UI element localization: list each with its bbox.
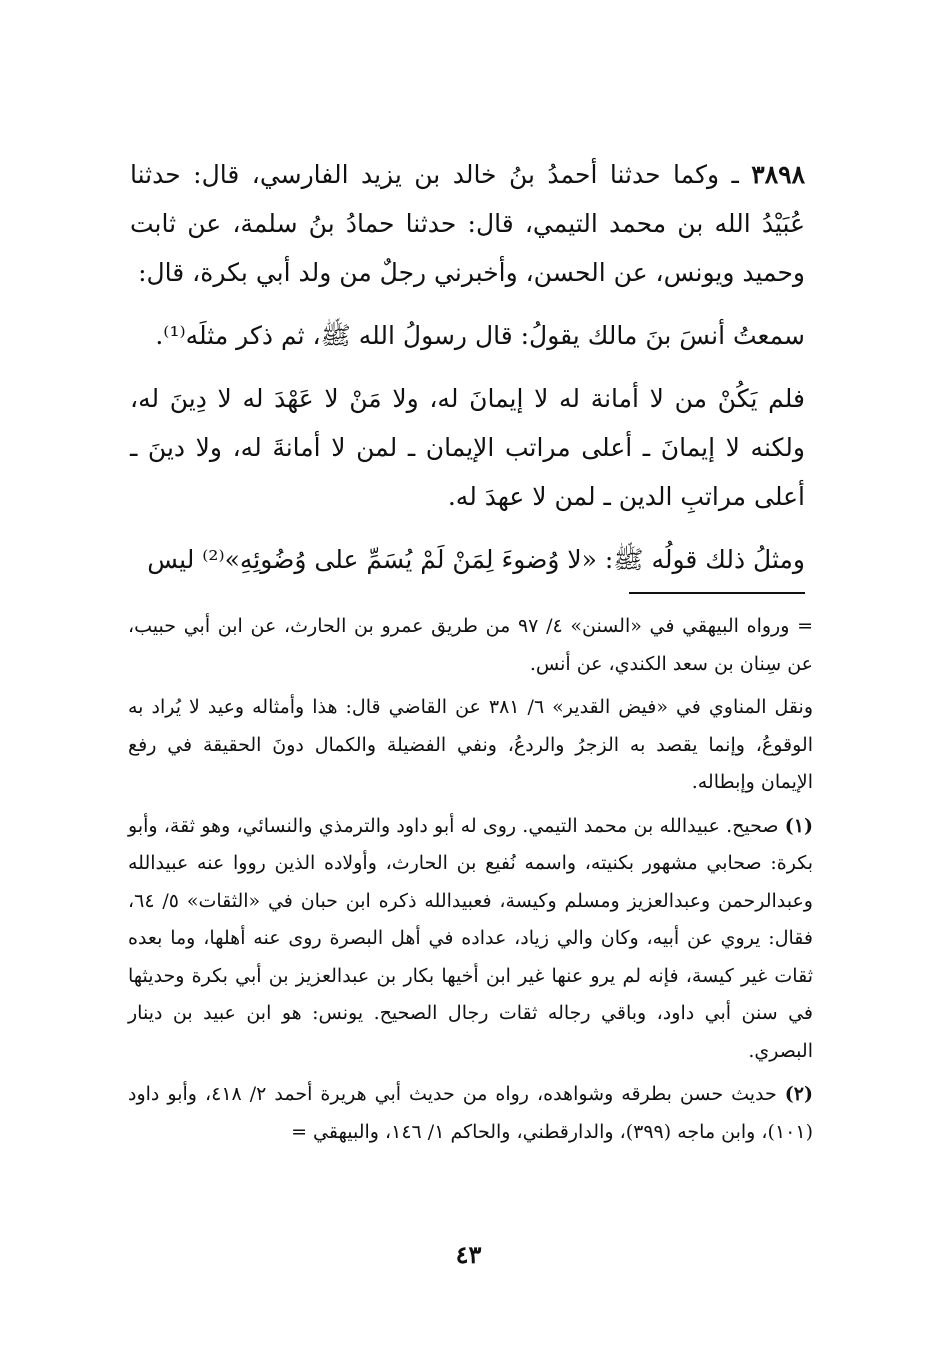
footnote-continuation <box>128 689 813 802</box>
footnote-text: ونقل المناوي في «فيض القدير» ٦/ ٣٨١ عن القاضي قال: هذا وأمثاله وعيد لا يُراد به الوقوعُ، وإنما يقصد به الزجرُ والردعُ، ونفي الفضيلة والكمال دونَ الحقيقة في رفع الإيمان وإبطاله. <box>128 696 813 793</box>
footnote-text: = ورواه البيهقي في «السنن» ٤/ ٩٧ من طريق عمرو بن الحارث، عن ابن أبي حبيب، عن سِنان بن سعد الكندي، عن أنس. <box>128 615 813 675</box>
paragraph-text: ومثلُ ذلك قولُه ﷺ: «لا وُضوءَ لِمَنْ لَمْ يُسَمِّ على وُضُوئِهِ»⁽²⁾ ليس <box>147 545 805 574</box>
paragraph-text: سمعتُ أنسَ بنَ مالك يقولُ: قال رسولُ الله ﷺ، ثم ذكر مثلَه⁽¹⁾. <box>155 321 805 350</box>
footnote-divider <box>629 592 805 594</box>
main-text <box>130 150 805 598</box>
paragraph-amana <box>130 374 805 521</box>
footnote-number: (١) <box>784 814 813 837</box>
footnote-number: (٢) <box>784 1083 813 1105</box>
paragraph-text: ـ وكما حدثنا أحمدُ بنُ خالد بن يزيد الفارسي، قال: حدثنا عُبَيْدُ الله بن محمد التيمي، قال: حدثنا حمادُ بنُ سلمة، عن ثابت وحميد ويونس، عن الحسن، وأخبرني رجلٌ من ولد أبي بكرة، قال: <box>130 160 805 287</box>
footnote-1 <box>128 808 813 1071</box>
footnote-2 <box>128 1076 813 1151</box>
paragraph-anas <box>130 311 805 360</box>
hadith-number: ٣٨٩٨ <box>751 160 805 189</box>
footnote-continuation <box>128 608 813 683</box>
footnote-text: حديث حسن بطرقه وشواهده، رواه من حديث أبي هريرة أحمد ٢/ ٤١٨، وأبو داود (١٠١)، وابن ماجه (٣٩٩)، والدارقطني، والحاكم ١/ ١٤٦، والبيهقي = <box>128 1083 813 1143</box>
paragraph-wudu <box>130 535 805 584</box>
footnote-text: صحيح. عبيدالله بن محمد التيمي. روى له أبو داود والترمذي والنسائي، وهو ثقة، وأبو بكرة: صحابي مشهور بكنيته، واسمه نُفيع بن الحارث، وأولاده الذين رووا عنه عبيدالله وعبدالرحمن وعبدالعزيز ومسلم وكيسة، فعبيدالله ذكره ابن حبان في «الثقات» ٥/ ٦٤، فقال: يروي عن أبيه، وكان والي زياد، عداده في أهل البصرة روى عنه أهلها، وما بعده ثقات غير كيسة، فإنه لم يرو عنها غير ابن أخيها بكار بن عبدالعزيز بن أبي بكرة وحديثها في سنن أبي داود، وباقي رجاله ثقات رجال الصحيح. يونس: هو ابن عبيد بن دينار البصري. <box>128 814 813 1062</box>
paragraph-text: فلم يَكُنْ من لا أمانة له لا إيمانَ له، ولا مَنْ لا عَهْدَ له لا دِينَ له، ولكنه لا إيمانَ ـ أعلى مراتب الإيمان ـ لمن لا أمانةَ له، ولا دينَ ـ أعلى مراتبِ الدين ـ لمن لا عهدَ له. <box>130 384 805 511</box>
page-number: ٤٣ <box>455 1240 482 1269</box>
footnotes <box>128 608 813 1157</box>
paragraph-hadith-3898 <box>130 150 805 297</box>
